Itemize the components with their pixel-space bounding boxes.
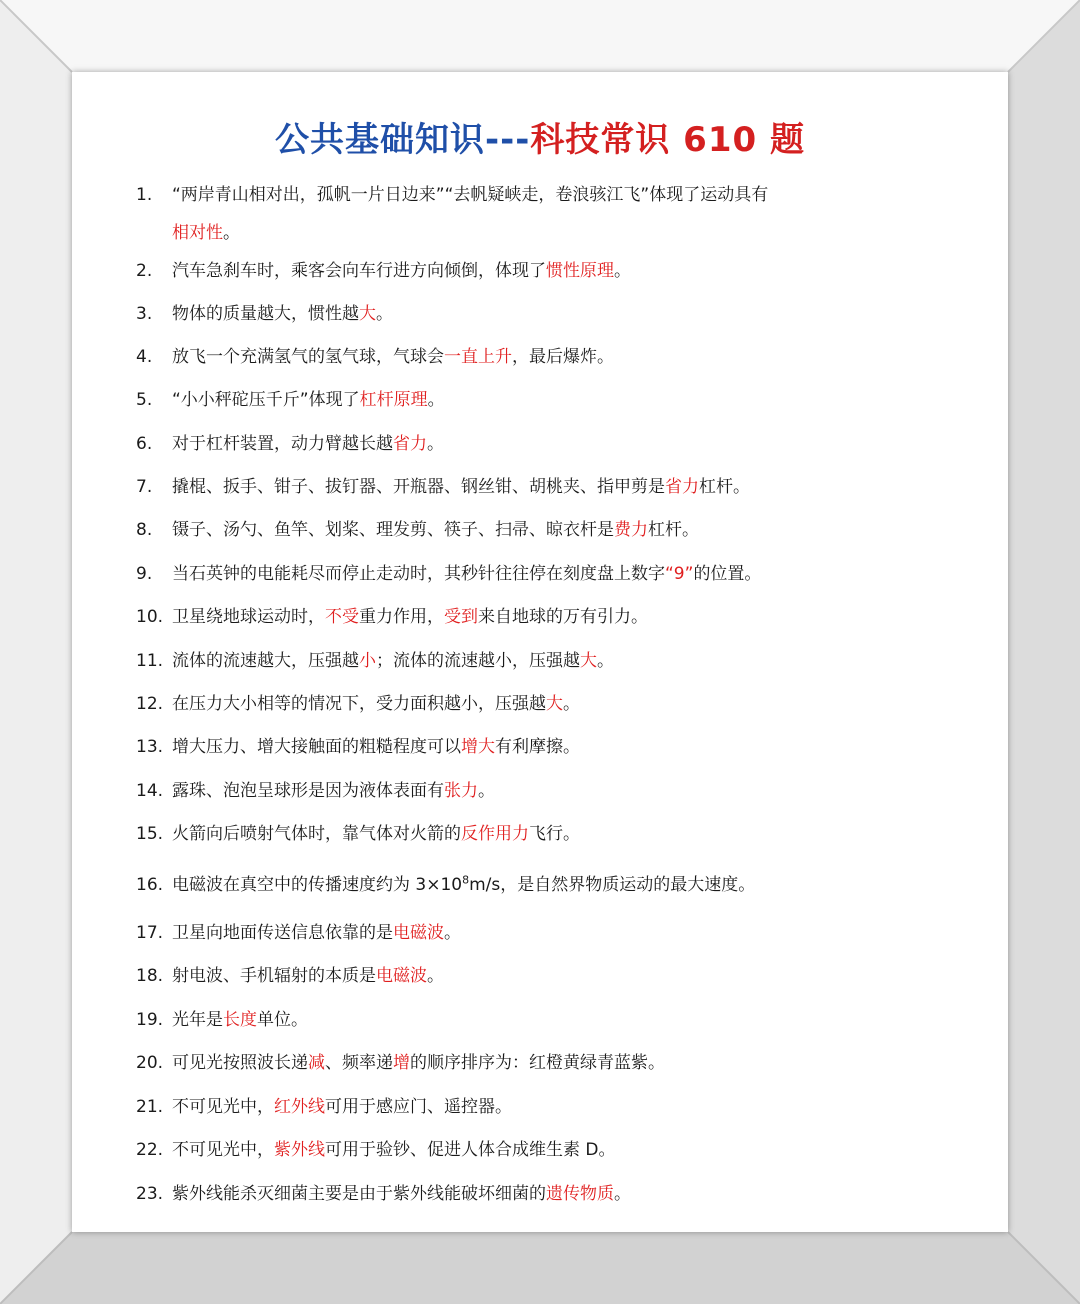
- item-number: 12.: [136, 694, 164, 714]
- item-text: 汽车急刹车时，乘客会向车行进方向倾倒，体现了: [172, 261, 546, 281]
- item-text: “小小秤砣压千斤”体现了: [172, 390, 360, 410]
- list-item: [136, 1092, 906, 1117]
- item-highlight: 相对性: [172, 223, 223, 243]
- item-text: 杠杆。: [648, 520, 699, 540]
- item-text: m/s，是自然界物质运动的最大速度。: [469, 875, 756, 895]
- item-text: ，最后爆炸。: [512, 347, 614, 367]
- item-highlight: 大: [546, 694, 563, 714]
- item-number: 19.: [136, 1010, 164, 1030]
- item-text: 露珠、泡泡呈球形是因为液体表面有: [172, 781, 444, 801]
- item-highlight: 电磁波: [376, 966, 427, 986]
- item-text: 不可见光中，: [172, 1140, 274, 1160]
- item-text: 射电波、手机辐射的本质是: [172, 966, 376, 986]
- item-text: 。: [427, 390, 445, 410]
- item-text: 镊子、汤勺、鱼竿、划桨、理发剪、筷子、扫帚、晾衣杆是: [172, 520, 614, 540]
- item-text: “两岸青山相对出，孤帆一片日边来”“去帆疑峡走，卷浪骇江飞”体现了运动具有: [172, 185, 769, 205]
- item-highlight: 遗传物质: [546, 1184, 614, 1204]
- list-item: [136, 299, 906, 324]
- list-item: [136, 472, 906, 497]
- item-text: 。: [223, 223, 240, 243]
- item-text: 的顺序排序为：红橙黄绿青蓝紫。: [410, 1053, 665, 1073]
- item-text: 光年是: [172, 1010, 223, 1030]
- item-text: 来自地球的万有引力。: [478, 607, 648, 627]
- list-item: [136, 1005, 906, 1030]
- item-highlight: 大: [359, 304, 376, 324]
- item-number: 7.: [136, 477, 153, 497]
- list-item: [136, 1179, 906, 1204]
- item-text: 当石英钟的电能耗尽而停止走动时，其秒针往往停在刻度盘上数字: [172, 564, 665, 584]
- item-text: 。: [444, 923, 461, 943]
- item-number: 22.: [136, 1140, 164, 1160]
- item-highlight: 小: [359, 651, 376, 671]
- item-text: 电磁波在真空中的传播速度约为 3×10: [172, 875, 463, 895]
- item-highlight: 张力: [444, 781, 478, 801]
- item-highlight: 红外线: [274, 1097, 325, 1117]
- item-highlight: 费力: [614, 520, 648, 540]
- item-text: 。: [597, 651, 614, 671]
- item-number: 15.: [136, 824, 164, 844]
- list-item: [136, 819, 906, 844]
- item-number: 10.: [136, 607, 164, 627]
- item-number: 3.: [136, 304, 153, 324]
- item-highlight: 惯性原理: [546, 261, 614, 281]
- list-item: [136, 961, 906, 986]
- item-text: 流体的流速越大，压强越: [172, 651, 359, 671]
- item-text: 飞行。: [529, 824, 580, 844]
- item-text: 。: [614, 1184, 631, 1204]
- item-text: 。: [427, 434, 444, 454]
- item-number: 9.: [136, 564, 153, 584]
- item-number: 14.: [136, 781, 164, 801]
- item-text: 杠杆。: [699, 477, 750, 497]
- item-text: 。: [427, 966, 444, 986]
- item-highlight: 增: [393, 1053, 410, 1073]
- item-text: 卫星绕地球运动时，: [172, 607, 325, 627]
- item-number: 5.: [136, 390, 153, 410]
- item-highlight: 紫外线: [274, 1140, 325, 1160]
- item-text: 可用于验钞、促进人体合成维生素 D。: [325, 1140, 616, 1160]
- item-number: 6.: [136, 434, 153, 454]
- list-item: [136, 689, 906, 714]
- list-item: [136, 256, 906, 281]
- item-text: 可见光按照波长递: [172, 1053, 308, 1073]
- list-item: [136, 776, 906, 801]
- item-text: 增大压力、增大接触面的粗糙程度可以: [172, 737, 461, 757]
- title-part-2: 科技常识 610 题: [530, 120, 805, 160]
- list-item: [136, 385, 906, 410]
- item-text: 可用于感应门、遥控器。: [325, 1097, 512, 1117]
- item-text: ；流体的流速越小，压强越: [376, 651, 580, 671]
- list-item: [136, 918, 906, 943]
- list-item-continuation: [172, 218, 240, 243]
- item-highlight: 受到: [444, 607, 478, 627]
- item-number: 13.: [136, 737, 164, 757]
- item-highlight: 省力: [665, 477, 699, 497]
- item-highlight: 电磁波: [393, 923, 444, 943]
- item-text: 的位置。: [693, 564, 762, 584]
- list-item: [136, 1048, 906, 1073]
- item-text: 。: [376, 304, 393, 324]
- list-item: [136, 646, 906, 671]
- item-text: 有利摩擦。: [495, 737, 580, 757]
- item-number: 8.: [136, 520, 153, 540]
- item-highlight: 不受: [325, 607, 359, 627]
- item-highlight: 长度: [223, 1010, 257, 1030]
- item-text: 对于杠杆装置，动力臂越长越: [172, 434, 393, 454]
- item-number: 18.: [136, 966, 164, 986]
- list-item: [136, 1135, 906, 1160]
- item-text: 紫外线能杀灭细菌主要是由于紫外线能破坏细菌的: [172, 1184, 546, 1204]
- item-text: 。: [614, 261, 631, 281]
- item-text: 火箭向后喷射气体时，靠气体对火箭的: [172, 824, 461, 844]
- list-item: [136, 342, 906, 367]
- item-text: 物体的质量越大，惯性越: [172, 304, 359, 324]
- list-item: [136, 870, 906, 895]
- item-text: 卫星向地面传送信息依靠的是: [172, 923, 393, 943]
- item-highlight: 大: [580, 651, 597, 671]
- item-highlight: 增大: [461, 737, 495, 757]
- item-text: 撬棍、扳手、钳子、拔钉器、开瓶器、钢丝钳、胡桃夹、指甲剪是: [172, 477, 665, 497]
- item-number: 4.: [136, 347, 153, 367]
- list-item: [136, 180, 906, 205]
- item-text: 重力作用，: [359, 607, 444, 627]
- item-number: 21.: [136, 1097, 164, 1117]
- item-text: 单位。: [257, 1010, 308, 1030]
- list-item: [136, 602, 906, 627]
- item-highlight: 一直上升: [444, 347, 512, 367]
- list-item: [136, 515, 906, 540]
- list-item: [136, 429, 906, 454]
- item-number: 23.: [136, 1184, 164, 1204]
- list-item: [136, 732, 906, 757]
- item-text: 、频率递: [325, 1053, 393, 1073]
- item-number: 17.: [136, 923, 164, 943]
- item-highlight: “9”: [665, 564, 694, 584]
- item-number: 11.: [136, 651, 164, 671]
- item-number: 2.: [136, 261, 153, 281]
- item-text: 在压力大小相等的情况下，受力面积越小，压强越: [172, 694, 546, 714]
- title-part-1: 公共基础知识---: [275, 120, 531, 160]
- item-highlight: 省力: [393, 434, 427, 454]
- item-number: 1.: [136, 185, 153, 205]
- item-highlight: 减: [308, 1053, 325, 1073]
- item-highlight: 反作用力: [461, 824, 529, 844]
- exponent: 8: [462, 873, 470, 887]
- item-number: 16.: [136, 875, 164, 895]
- item-text: 。: [478, 781, 495, 801]
- list-item: [136, 559, 906, 584]
- item-text: 不可见光中，: [172, 1097, 274, 1117]
- item-highlight: 杠杆原理: [359, 390, 428, 410]
- item-number: 20.: [136, 1053, 164, 1073]
- item-text: 。: [563, 694, 580, 714]
- item-text: 放飞一个充满氢气的氢气球，气球会: [172, 347, 444, 367]
